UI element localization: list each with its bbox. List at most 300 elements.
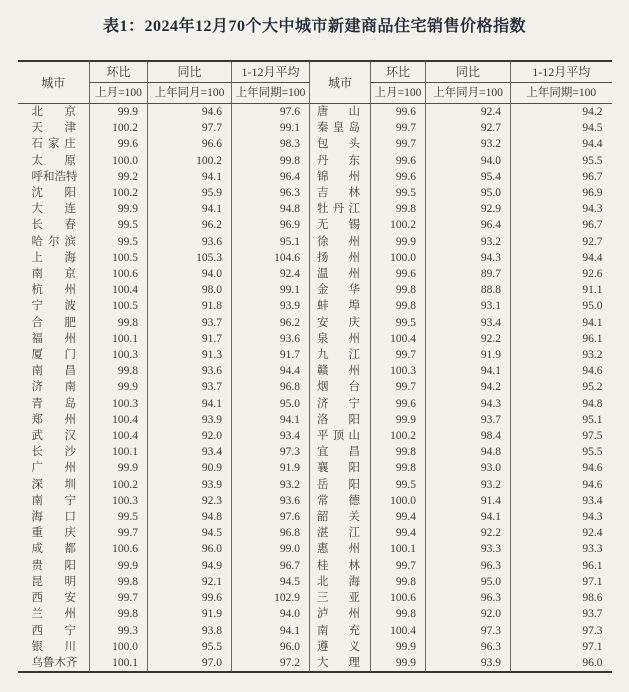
value-cell: 93.2	[426, 136, 511, 152]
value-cell: 96.2	[148, 217, 232, 233]
city-cell: 遵义	[310, 639, 371, 655]
city-cell: 烟台	[310, 379, 371, 395]
value-cell: 99.4	[371, 525, 426, 541]
value-cell: 100.6	[371, 590, 426, 606]
value-cell: 93.7	[582, 608, 603, 621]
value-cell: 100.0	[90, 639, 148, 655]
value-cell: 95.2	[582, 381, 603, 394]
value-cell: 104.6	[232, 250, 310, 266]
city-cell: 长春	[18, 217, 90, 233]
value-cell: 92.2	[426, 525, 511, 541]
value-cell: 94.1	[582, 316, 603, 329]
city-cell: 温州	[310, 266, 371, 282]
value-cell: 96.3	[426, 639, 511, 655]
value-cell: 100.3	[90, 396, 148, 412]
city-cell: 徐州	[310, 234, 371, 250]
header-yoy-base-left: 上年同月=100	[148, 83, 232, 104]
city-cell: 牡丹江	[310, 201, 371, 217]
value-cell: 93.9	[232, 298, 310, 314]
table-row	[18, 201, 612, 217]
table-row	[18, 477, 612, 493]
value-cell: 94.0	[232, 606, 310, 622]
city-cell: 西宁	[18, 623, 90, 639]
table-row	[18, 153, 612, 169]
header-mom-base-right: 上月=100	[371, 83, 426, 104]
value-cell: 97.3	[426, 623, 511, 639]
value-cell: 97.3	[582, 624, 603, 637]
value-cell: 92.4	[582, 527, 603, 540]
value-cell: 99.6	[371, 104, 426, 121]
city-cell: 三亚	[310, 590, 371, 606]
header-yoy-right: 同比	[426, 61, 511, 83]
city-cell: 呼和浩特	[18, 169, 90, 185]
header-avg-base-left: 上年同期=100	[232, 83, 310, 104]
value-cell: 95.1	[582, 413, 603, 426]
value-cell: 99.8	[371, 298, 426, 314]
value-cell: 99.8	[371, 460, 426, 476]
value-cell: 93.2	[582, 349, 603, 362]
table-row	[18, 590, 612, 606]
value-cell: 100.3	[371, 363, 426, 379]
value-cell: 96.8	[232, 379, 310, 395]
value-cell: 100.1	[90, 331, 148, 347]
value-cell: 96.9	[232, 217, 310, 233]
city-cell: 锦州	[310, 169, 371, 185]
table-row	[18, 136, 612, 152]
header-yoy-base-right: 上年同月=100	[426, 83, 511, 104]
value-cell: 99.8	[371, 444, 426, 460]
value-cell: 93.6	[148, 363, 232, 379]
value-cell: 93.7	[426, 412, 511, 428]
value-cell: 99.8	[90, 574, 148, 590]
value-cell: 99.4	[371, 509, 426, 525]
value-cell: 96.6	[148, 136, 232, 152]
header-avg-left: 1-12月平均	[232, 61, 310, 83]
value-cell: 99.5	[371, 477, 426, 493]
value-cell: 96.3	[232, 185, 310, 201]
table-row	[18, 282, 612, 298]
city-cell: 西安	[18, 590, 90, 606]
value-cell: 92.0	[426, 606, 511, 622]
value-cell: 91.9	[148, 606, 232, 622]
value-cell: 93.4	[148, 444, 232, 460]
city-cell: 武汉	[18, 428, 90, 444]
value-cell: 92.3	[148, 493, 232, 509]
value-cell: 100.2	[90, 120, 148, 136]
value-cell: 97.7	[148, 120, 232, 136]
value-cell: 92.4	[232, 266, 310, 282]
city-cell: 兰州	[18, 606, 90, 622]
value-cell: 93.3	[426, 541, 511, 557]
value-cell: 92.7	[426, 120, 511, 136]
value-cell: 93.2	[426, 477, 511, 493]
value-cell: 100.2	[90, 477, 148, 493]
value-cell: 99.5	[90, 217, 148, 233]
table-row	[18, 379, 612, 395]
city-cell: 沈阳	[18, 185, 90, 201]
table-row	[18, 298, 612, 314]
value-cell: 91.4	[426, 493, 511, 509]
price-index-table	[18, 60, 612, 673]
table-row	[18, 444, 612, 460]
value-cell: 99.5	[90, 509, 148, 525]
value-cell: 99.3	[90, 623, 148, 639]
city-cell: 南昌	[18, 363, 90, 379]
header-mom-left: 环比	[90, 61, 148, 83]
value-cell: 96.0	[148, 541, 232, 557]
city-cell: 扬州	[310, 250, 371, 266]
value-cell: 93.4	[426, 315, 511, 331]
city-cell: 北京	[18, 104, 90, 121]
value-cell: 94.3	[426, 396, 511, 412]
value-cell: 93.6	[148, 234, 232, 250]
value-cell: 94.3	[426, 250, 511, 266]
city-cell: 昆明	[18, 574, 90, 590]
value-cell: 94.0	[426, 153, 511, 169]
value-cell: 100.2	[371, 428, 426, 444]
value-cell: 99.9	[371, 639, 426, 655]
value-cell: 100.3	[90, 493, 148, 509]
value-cell: 99.7	[371, 379, 426, 395]
value-cell: 93.0	[426, 460, 511, 476]
city-cell: 赣州	[310, 363, 371, 379]
value-cell: 100.1	[371, 541, 426, 557]
city-cell: 宜昌	[310, 444, 371, 460]
value-cell: 88.8	[426, 282, 511, 298]
value-cell: 93.9	[426, 655, 511, 672]
value-cell: 95.0	[232, 396, 310, 412]
value-cell: 100.3	[90, 347, 148, 363]
city-cell: 平顶山	[310, 428, 371, 444]
value-cell: 89.7	[426, 266, 511, 282]
header-mom-right: 环比	[371, 61, 426, 83]
city-cell: 湛江	[310, 525, 371, 541]
value-cell: 100.4	[90, 428, 148, 444]
value-cell: 100.1	[90, 655, 148, 672]
value-cell: 91.3	[148, 347, 232, 363]
city-cell: 大连	[18, 201, 90, 217]
city-cell: 广州	[18, 460, 90, 476]
value-cell: 100.6	[90, 541, 148, 557]
city-cell: 洛阳	[310, 412, 371, 428]
value-cell: 105.3	[148, 250, 232, 266]
value-cell: 100.2	[90, 185, 148, 201]
header-city-left: 城市	[18, 61, 90, 104]
value-cell: 99.7	[90, 590, 148, 606]
value-cell: 99.8	[90, 606, 148, 622]
value-cell: 99.6	[371, 169, 426, 185]
value-cell: 97.1	[582, 640, 603, 653]
table-header	[18, 61, 612, 104]
city-cell: 北海	[310, 574, 371, 590]
value-cell: 99.7	[371, 558, 426, 574]
value-cell: 92.9	[426, 201, 511, 217]
city-cell: 常德	[310, 493, 371, 509]
value-cell: 102.9	[232, 590, 310, 606]
value-cell: 97.3	[232, 444, 310, 460]
city-cell: 襄阳	[310, 460, 371, 476]
header-mom-base-left: 上月=100	[90, 83, 148, 104]
value-cell: 99.0	[232, 541, 310, 557]
city-cell: 大理	[310, 655, 371, 672]
value-cell: 100.5	[90, 250, 148, 266]
value-cell: 98.3	[232, 136, 310, 152]
header-avg-right: 1-12月平均	[511, 61, 612, 83]
value-cell: 99.6	[371, 396, 426, 412]
value-cell: 99.8	[371, 574, 426, 590]
value-cell: 94.1	[148, 201, 232, 217]
value-cell: 99.8	[90, 315, 148, 331]
value-cell: 95.5	[582, 154, 603, 167]
value-cell: 94.8	[582, 397, 603, 410]
value-cell: 97.1	[582, 575, 603, 588]
value-cell: 94.4	[582, 251, 603, 264]
city-cell: 深圳	[18, 477, 90, 493]
value-cell: 94.5	[148, 525, 232, 541]
table-row	[18, 234, 612, 250]
value-cell: 92.1	[148, 574, 232, 590]
value-cell: 99.9	[90, 460, 148, 476]
value-cell: 96.1	[582, 559, 603, 572]
city-cell: 九江	[310, 347, 371, 363]
value-cell: 99.7	[371, 120, 426, 136]
value-cell: 94.4	[232, 363, 310, 379]
table-row	[18, 558, 612, 574]
city-cell: 福州	[18, 331, 90, 347]
table-row	[18, 460, 612, 476]
value-cell: 97.5	[582, 430, 603, 443]
value-cell: 100.4	[371, 623, 426, 639]
city-cell: 惠州	[310, 541, 371, 557]
city-cell: 南充	[310, 623, 371, 639]
value-cell: 99.1	[232, 120, 310, 136]
table-row	[18, 104, 612, 121]
value-cell: 95.0	[426, 574, 511, 590]
value-cell: 93.2	[426, 234, 511, 250]
value-cell: 97.2	[232, 655, 310, 672]
city-cell: 杭州	[18, 282, 90, 298]
value-cell: 96.7	[582, 219, 603, 232]
value-cell: 93.6	[232, 493, 310, 509]
city-cell: 合肥	[18, 315, 90, 331]
city-cell: 南宁	[18, 493, 90, 509]
table-row	[18, 396, 612, 412]
city-cell: 唐山	[310, 104, 371, 121]
table-row	[18, 217, 612, 233]
value-cell: 95.9	[148, 185, 232, 201]
city-cell: 乌鲁木齐	[18, 655, 90, 672]
value-cell: 96.4	[232, 169, 310, 185]
value-cell: 99.9	[90, 379, 148, 395]
value-cell: 99.9	[90, 558, 148, 574]
table-row	[18, 509, 612, 525]
value-cell: 94.8	[148, 509, 232, 525]
value-cell: 96.0	[582, 656, 603, 669]
value-cell: 93.8	[148, 623, 232, 639]
value-cell: 94.1	[232, 412, 310, 428]
header-yoy-left: 同比	[148, 61, 232, 83]
value-cell: 100.4	[371, 331, 426, 347]
value-cell: 92.2	[426, 331, 511, 347]
value-cell: 91.7	[148, 331, 232, 347]
city-cell: 秦皇岛	[310, 120, 371, 136]
city-cell: 济宁	[310, 396, 371, 412]
value-cell: 94.8	[232, 201, 310, 217]
value-cell: 100.0	[371, 493, 426, 509]
value-cell: 99.8	[232, 153, 310, 169]
table-row	[18, 541, 612, 557]
value-cell: 91.7	[232, 347, 310, 363]
value-cell: 94.3	[582, 203, 603, 216]
value-cell: 100.2	[148, 153, 232, 169]
city-cell: 郑州	[18, 412, 90, 428]
value-cell: 94.0	[148, 266, 232, 282]
value-cell: 99.9	[371, 234, 426, 250]
value-cell: 95.0	[426, 185, 511, 201]
page	[0, 13, 629, 673]
value-cell: 96.8	[232, 525, 310, 541]
city-cell: 重庆	[18, 525, 90, 541]
value-cell: 94.4	[582, 138, 603, 151]
value-cell: 94.1	[148, 169, 232, 185]
city-cell: 青岛	[18, 396, 90, 412]
table-row	[18, 363, 612, 379]
city-cell: 丹东	[310, 153, 371, 169]
city-cell: 韶关	[310, 509, 371, 525]
value-cell: 99.5	[371, 185, 426, 201]
value-cell: 99.7	[90, 525, 148, 541]
value-cell: 96.9	[582, 187, 603, 200]
value-cell: 90.9	[148, 460, 232, 476]
city-cell: 成都	[18, 541, 90, 557]
city-cell: 上海	[18, 250, 90, 266]
value-cell: 94.9	[148, 558, 232, 574]
value-cell: 96.1	[582, 332, 603, 345]
value-cell: 93.1	[426, 298, 511, 314]
city-cell: 贵阳	[18, 558, 90, 574]
table-row	[18, 315, 612, 331]
value-cell: 99.8	[371, 606, 426, 622]
value-cell: 98.6	[582, 592, 603, 605]
header-city-right: 城市	[310, 61, 371, 104]
city-cell: 长沙	[18, 444, 90, 460]
value-cell: 99.5	[371, 315, 426, 331]
value-cell: 93.9	[148, 412, 232, 428]
table-row	[18, 185, 612, 201]
value-cell: 94.8	[426, 444, 511, 460]
value-cell: 97.0	[148, 655, 232, 672]
table-row	[18, 412, 612, 428]
header-avg-base-right: 上年同期=100	[511, 83, 612, 104]
city-cell: 哈尔滨	[18, 234, 90, 250]
table-row	[18, 331, 612, 347]
table-title: 表1：2024年12月70个大中城市新建商品住宅销售价格指数	[102, 18, 526, 35]
value-cell: 99.9	[371, 412, 426, 428]
value-cell: 99.8	[371, 201, 426, 217]
table-row	[18, 639, 612, 655]
value-cell: 93.4	[232, 428, 310, 444]
city-cell: 宁波	[18, 298, 90, 314]
city-cell: 天津	[18, 120, 90, 136]
city-cell: 石家庄	[18, 136, 90, 152]
table-row	[18, 428, 612, 444]
value-cell: 92.6	[582, 268, 603, 281]
value-cell: 91.9	[426, 347, 511, 363]
table-row	[18, 266, 612, 282]
table-row	[18, 655, 612, 672]
table-body	[18, 104, 612, 673]
value-cell: 94.5	[232, 574, 310, 590]
value-cell: 96.3	[426, 558, 511, 574]
city-cell: 吉林	[310, 185, 371, 201]
table-row	[18, 525, 612, 541]
table-row	[18, 120, 612, 136]
value-cell: 99.7	[371, 136, 426, 152]
value-cell: 94.1	[148, 396, 232, 412]
city-cell: 泸州	[310, 606, 371, 622]
city-cell: 桂林	[310, 558, 371, 574]
value-cell: 94.2	[582, 106, 603, 118]
value-cell: 93.7	[148, 315, 232, 331]
value-cell: 93.2	[232, 477, 310, 493]
value-cell: 99.7	[371, 347, 426, 363]
value-cell: 100.6	[90, 266, 148, 282]
value-cell: 100.0	[90, 153, 148, 169]
table-row	[18, 623, 612, 639]
city-cell: 银川	[18, 639, 90, 655]
value-cell: 92.4	[426, 104, 511, 121]
value-cell: 99.8	[90, 363, 148, 379]
city-cell: 无锡	[310, 217, 371, 233]
value-cell: 95.5	[582, 446, 603, 459]
value-cell: 99.9	[90, 104, 148, 121]
table-row	[18, 250, 612, 266]
value-cell: 94.2	[426, 379, 511, 395]
city-cell: 金华	[310, 282, 371, 298]
city-cell: 济南	[18, 379, 90, 395]
value-cell: 99.2	[90, 169, 148, 185]
value-cell: 96.7	[232, 558, 310, 574]
value-cell: 96.2	[232, 315, 310, 331]
value-cell: 99.8	[371, 282, 426, 298]
value-cell: 91.8	[148, 298, 232, 314]
value-cell: 93.9	[148, 477, 232, 493]
value-cell: 95.1	[232, 234, 310, 250]
city-cell: 南京	[18, 266, 90, 282]
table-row	[18, 169, 612, 185]
value-cell: 94.5	[582, 122, 603, 135]
value-cell: 94.3	[582, 511, 603, 524]
city-cell: 太原	[18, 153, 90, 169]
city-cell: 泉州	[310, 331, 371, 347]
value-cell: 100.0	[371, 250, 426, 266]
value-cell: 92.0	[148, 428, 232, 444]
value-cell: 100.4	[90, 412, 148, 428]
value-cell: 96.3	[426, 590, 511, 606]
value-cell: 91.9	[232, 460, 310, 476]
table-row	[18, 347, 612, 363]
value-cell: 92.7	[582, 235, 603, 248]
header-row-1	[18, 61, 612, 83]
value-cell: 99.6	[90, 136, 148, 152]
value-cell: 99.1	[232, 282, 310, 298]
value-cell: 95.0	[582, 300, 603, 313]
value-cell: 96.4	[426, 217, 511, 233]
value-cell: 96.7	[582, 170, 603, 183]
value-cell: 94.1	[232, 623, 310, 639]
value-cell: 97.6	[232, 509, 310, 525]
value-cell: 93.4	[582, 494, 603, 507]
